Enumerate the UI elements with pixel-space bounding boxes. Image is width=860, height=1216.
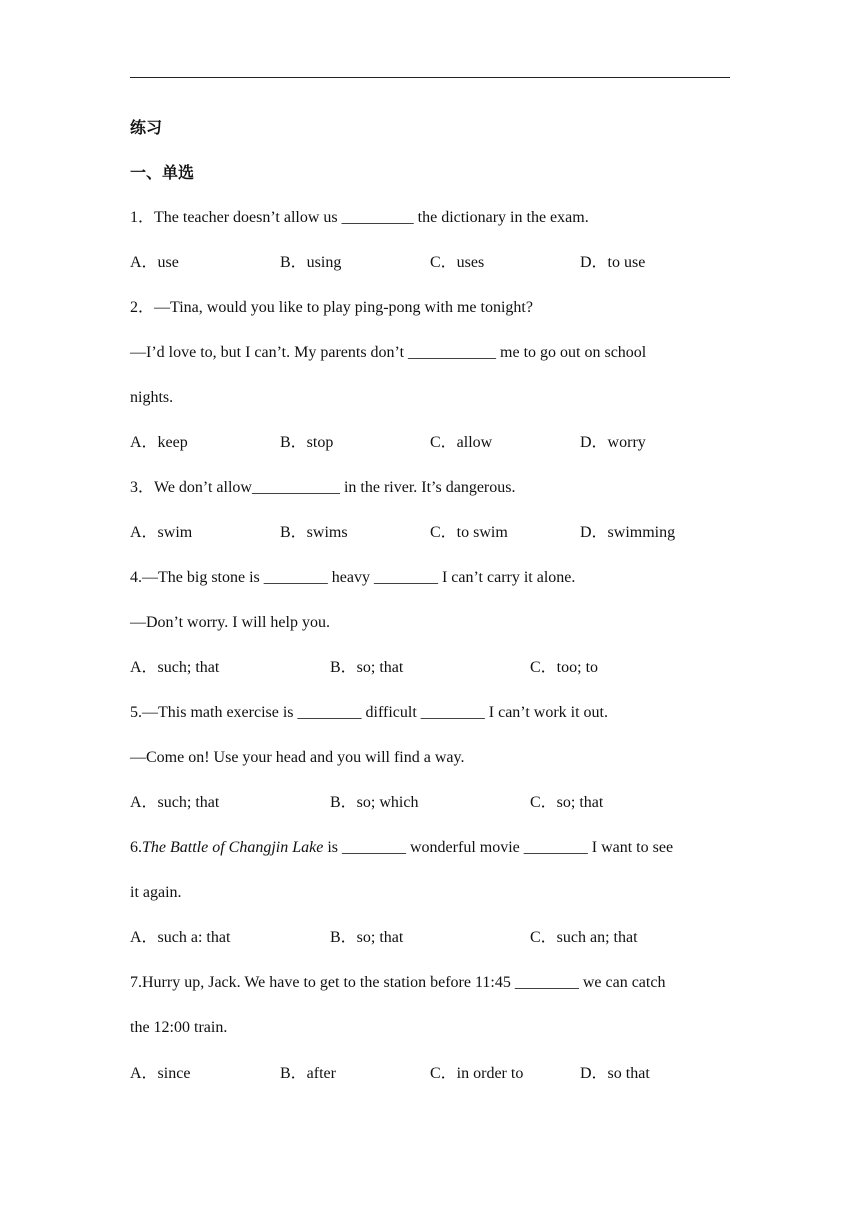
q6-option-b[interactable]: B．so; that xyxy=(330,929,404,946)
section-title: 练习 xyxy=(130,118,163,137)
q2-option-b[interactable]: B．stop xyxy=(280,434,334,451)
question-6-movie-title: The Battle of Changjin Lake xyxy=(142,839,324,856)
q7-option-a[interactable]: A．since xyxy=(130,1065,191,1082)
q4-option-a[interactable]: A．such; that xyxy=(130,659,220,676)
q6-option-a[interactable]: A．such a: that xyxy=(130,929,231,946)
q1-option-b[interactable]: B．using xyxy=(280,254,342,271)
q4-option-c[interactable]: C．too; to xyxy=(530,659,599,676)
q2-option-c[interactable]: C．allow xyxy=(430,434,493,451)
q5-option-c[interactable]: C．so; that xyxy=(530,794,604,811)
q5-option-b[interactable]: B．so; which xyxy=(330,794,419,811)
question-4-text: 4.—The big stone is ________ heavy ________ I can’t carry it alone. xyxy=(130,569,576,586)
question-6-number: 6. xyxy=(130,839,142,856)
question-2-text: 2．—Tina, would you like to play ping-pong with me tonight? xyxy=(130,299,533,316)
q4-option-b[interactable]: B．so; that xyxy=(330,659,404,676)
question-2-text-line2: —I’d love to, but I can’t. My parents don’t ___________ me to go out on school xyxy=(130,344,647,361)
q5-option-a[interactable]: A．such; that xyxy=(130,794,220,811)
q1-option-c[interactable]: C．uses xyxy=(430,254,485,271)
question-6-rest: is ________ wonderful movie ________ I want to see xyxy=(323,839,674,856)
question-7-text: 7.Hurry up, Jack. We have to get to the station before 11:45 ________ we can catch xyxy=(130,974,666,991)
question-4-text-line2: —Don’t worry. I will help you. xyxy=(130,614,330,631)
part-title: 一、单选 xyxy=(130,163,195,182)
q7-option-b[interactable]: B．after xyxy=(280,1065,336,1082)
q3-option-c[interactable]: C．to swim xyxy=(430,524,508,541)
q3-option-b[interactable]: B．swims xyxy=(280,524,348,541)
question-6-text xyxy=(130,838,673,858)
q2-option-a[interactable]: A．keep xyxy=(130,434,188,451)
header-rule xyxy=(130,77,730,78)
q1-option-d[interactable]: D．to use xyxy=(580,254,646,271)
question-1-text: 1．The teacher doesn’t allow us _________ the dictionary in the exam. xyxy=(130,209,589,226)
question-5-text-line2: —Come on! Use your head and you will find a way. xyxy=(130,749,465,766)
q7-option-c[interactable]: C．in order to xyxy=(430,1065,524,1082)
q6-option-c[interactable]: C．such an; that xyxy=(530,929,638,946)
question-3-text: 3．We don’t allow___________ in the river. It’s dangerous. xyxy=(130,479,516,496)
q7-option-d[interactable]: D．so that xyxy=(580,1065,650,1082)
question-7-text-line2: the 12:00 train. xyxy=(130,1019,228,1036)
q3-option-a[interactable]: A．swim xyxy=(130,524,193,541)
question-2-text-line3: nights. xyxy=(130,389,174,406)
q1-option-a[interactable]: A．use xyxy=(130,254,179,271)
q3-option-d[interactable]: D．swimming xyxy=(580,524,676,541)
q2-option-d[interactable]: D．worry xyxy=(580,434,646,451)
question-6-text-line2: it again. xyxy=(130,884,182,901)
question-5-text: 5.—This math exercise is ________ difficult ________ I can’t work it out. xyxy=(130,704,608,721)
